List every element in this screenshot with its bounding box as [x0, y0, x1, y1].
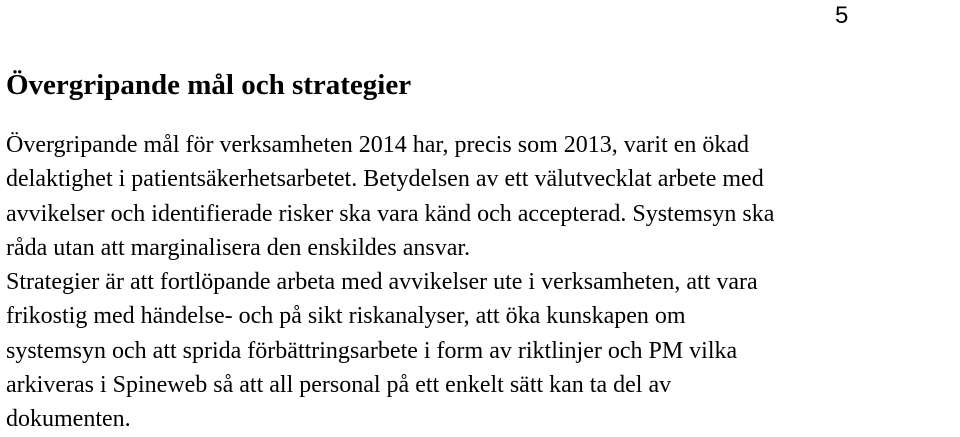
paragraph-line: avvikelser och identifierade risker ska vara känd och accepterad. Systemsyn ska [6, 200, 775, 227]
paragraph-line: delaktighet i patientsäkerhetsarbetet. Betydelsen av ett välutvecklat arbete med [6, 166, 764, 193]
body-paragraph [6, 128, 956, 437]
paragraph-line: dokumenten. [6, 406, 131, 433]
paragraph-line: Övergripande mål för verksamheten 2014 har, precis som 2013, varit en ökad [6, 132, 750, 158]
section-heading: Övergripande mål och strategier [6, 69, 412, 101]
paragraph-line: arkiveras i Spineweb så att all personal på ett enkelt sätt kan ta del av [6, 372, 672, 399]
paragraph-line: frikostig med händelse- och på sikt riskanalyser, att öka kunskapen om [6, 303, 686, 330]
paragraph-line: systemsyn och att sprida förbättringsarbete i form av riktlinjer och PM vilka [6, 337, 738, 364]
paragraph-line: råda utan att marginalisera den enskildes ansvar. [6, 234, 471, 261]
page-number: 5 [835, 2, 849, 29]
paragraph-line: Strategier är att fortlöpande arbeta med avvikelser ute i verksamheten, att vara [6, 269, 758, 296]
